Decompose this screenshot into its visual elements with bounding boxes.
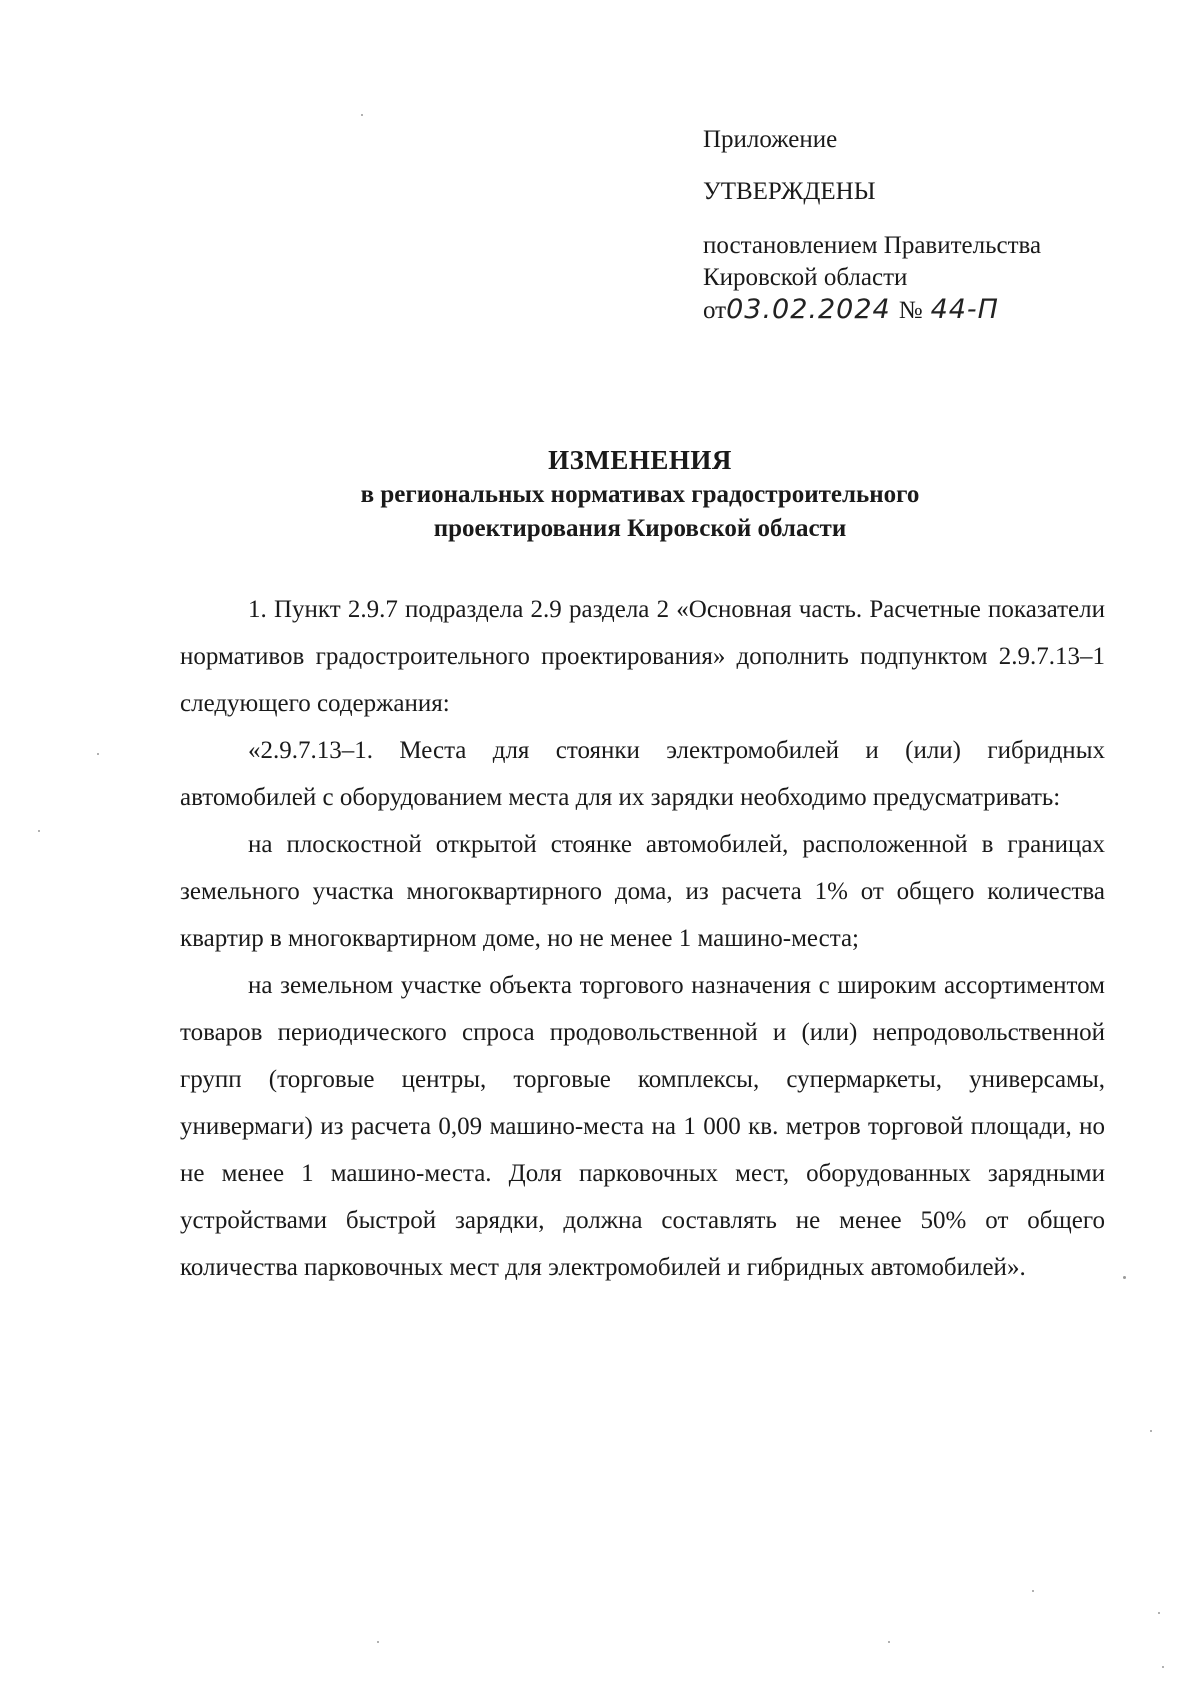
decree-line-1: постановлением Правительства [703,232,1042,259]
decree-line-2: Кировской области [703,264,908,291]
scan-speck [97,753,99,755]
title-subtitle-line-2: проектирования Кировской области [433,515,847,542]
title-subtitle-line-1: в региональных нормативах градостроительного [360,481,920,508]
handwritten-date: 03.02.2024 [726,294,891,325]
paragraph-2: «2.9.7.13–1. Места для стоянки электромобилей и (или) гибридных автомобилей с оборудованием места для их зарядки необходимо предусматривать: [180,737,1105,811]
approval-block [703,124,1173,327]
handwritten-number: 44-П [930,294,999,325]
scan-speck [1158,1612,1160,1614]
number-sign: № [898,297,923,324]
scan-speck [888,1641,890,1643]
document-body [180,586,1105,1291]
scan-speck [377,1641,379,1643]
paragraph-1: 1. Пункт 2.9.7 подраздела 2.9 раздела 2 «Основная часть. Расчетные показатели нормативов градостроительного проектирования» дополнить подпунктом 2.9.7.13–1 следующего содержания: [180,596,1105,717]
scan-speck [1032,1590,1034,1592]
date-prefix: от [703,297,727,324]
scan-speck [38,830,40,832]
approved-label: УТВЕРЖДЕНЫ [703,178,876,205]
paragraph-3: на плоскостной открытой стоянке автомобилей, расположенной в границах земельного участка многоквартирного дома, из расчета 1% от общего количества квартир в многоквартирном доме, но не менее 1 машино-места; [180,831,1105,952]
title-main: ИЗМЕНЕНИЯ [548,445,732,475]
paragraph-4: на земельном участке объекта торгового назначения с широким ассортиментом товаров периодического спроса продовольственной и (или) непродовольственной групп (торговые центры, торговые комплексы, супермаркеты, универсамы, универмаги) из расчета 0,09 машино-места на 1 000 кв. метров торговой площади, но не менее 1 машино-места. Доля парковочных мест, оборудованных зарядными устройствами быстрой зарядки, должна составлять не менее 50% от общего количества парковочных мест для электромобилей и гибридных автомобилей». [180,972,1105,1281]
document-title [140,442,1140,546]
scan-speck [361,114,363,116]
scan-speck [1150,1430,1152,1432]
scan-speck [1162,1666,1164,1668]
annex-label: Приложение [703,126,838,153]
scan-speck [1123,1276,1126,1279]
decree-date-number [703,294,1173,327]
